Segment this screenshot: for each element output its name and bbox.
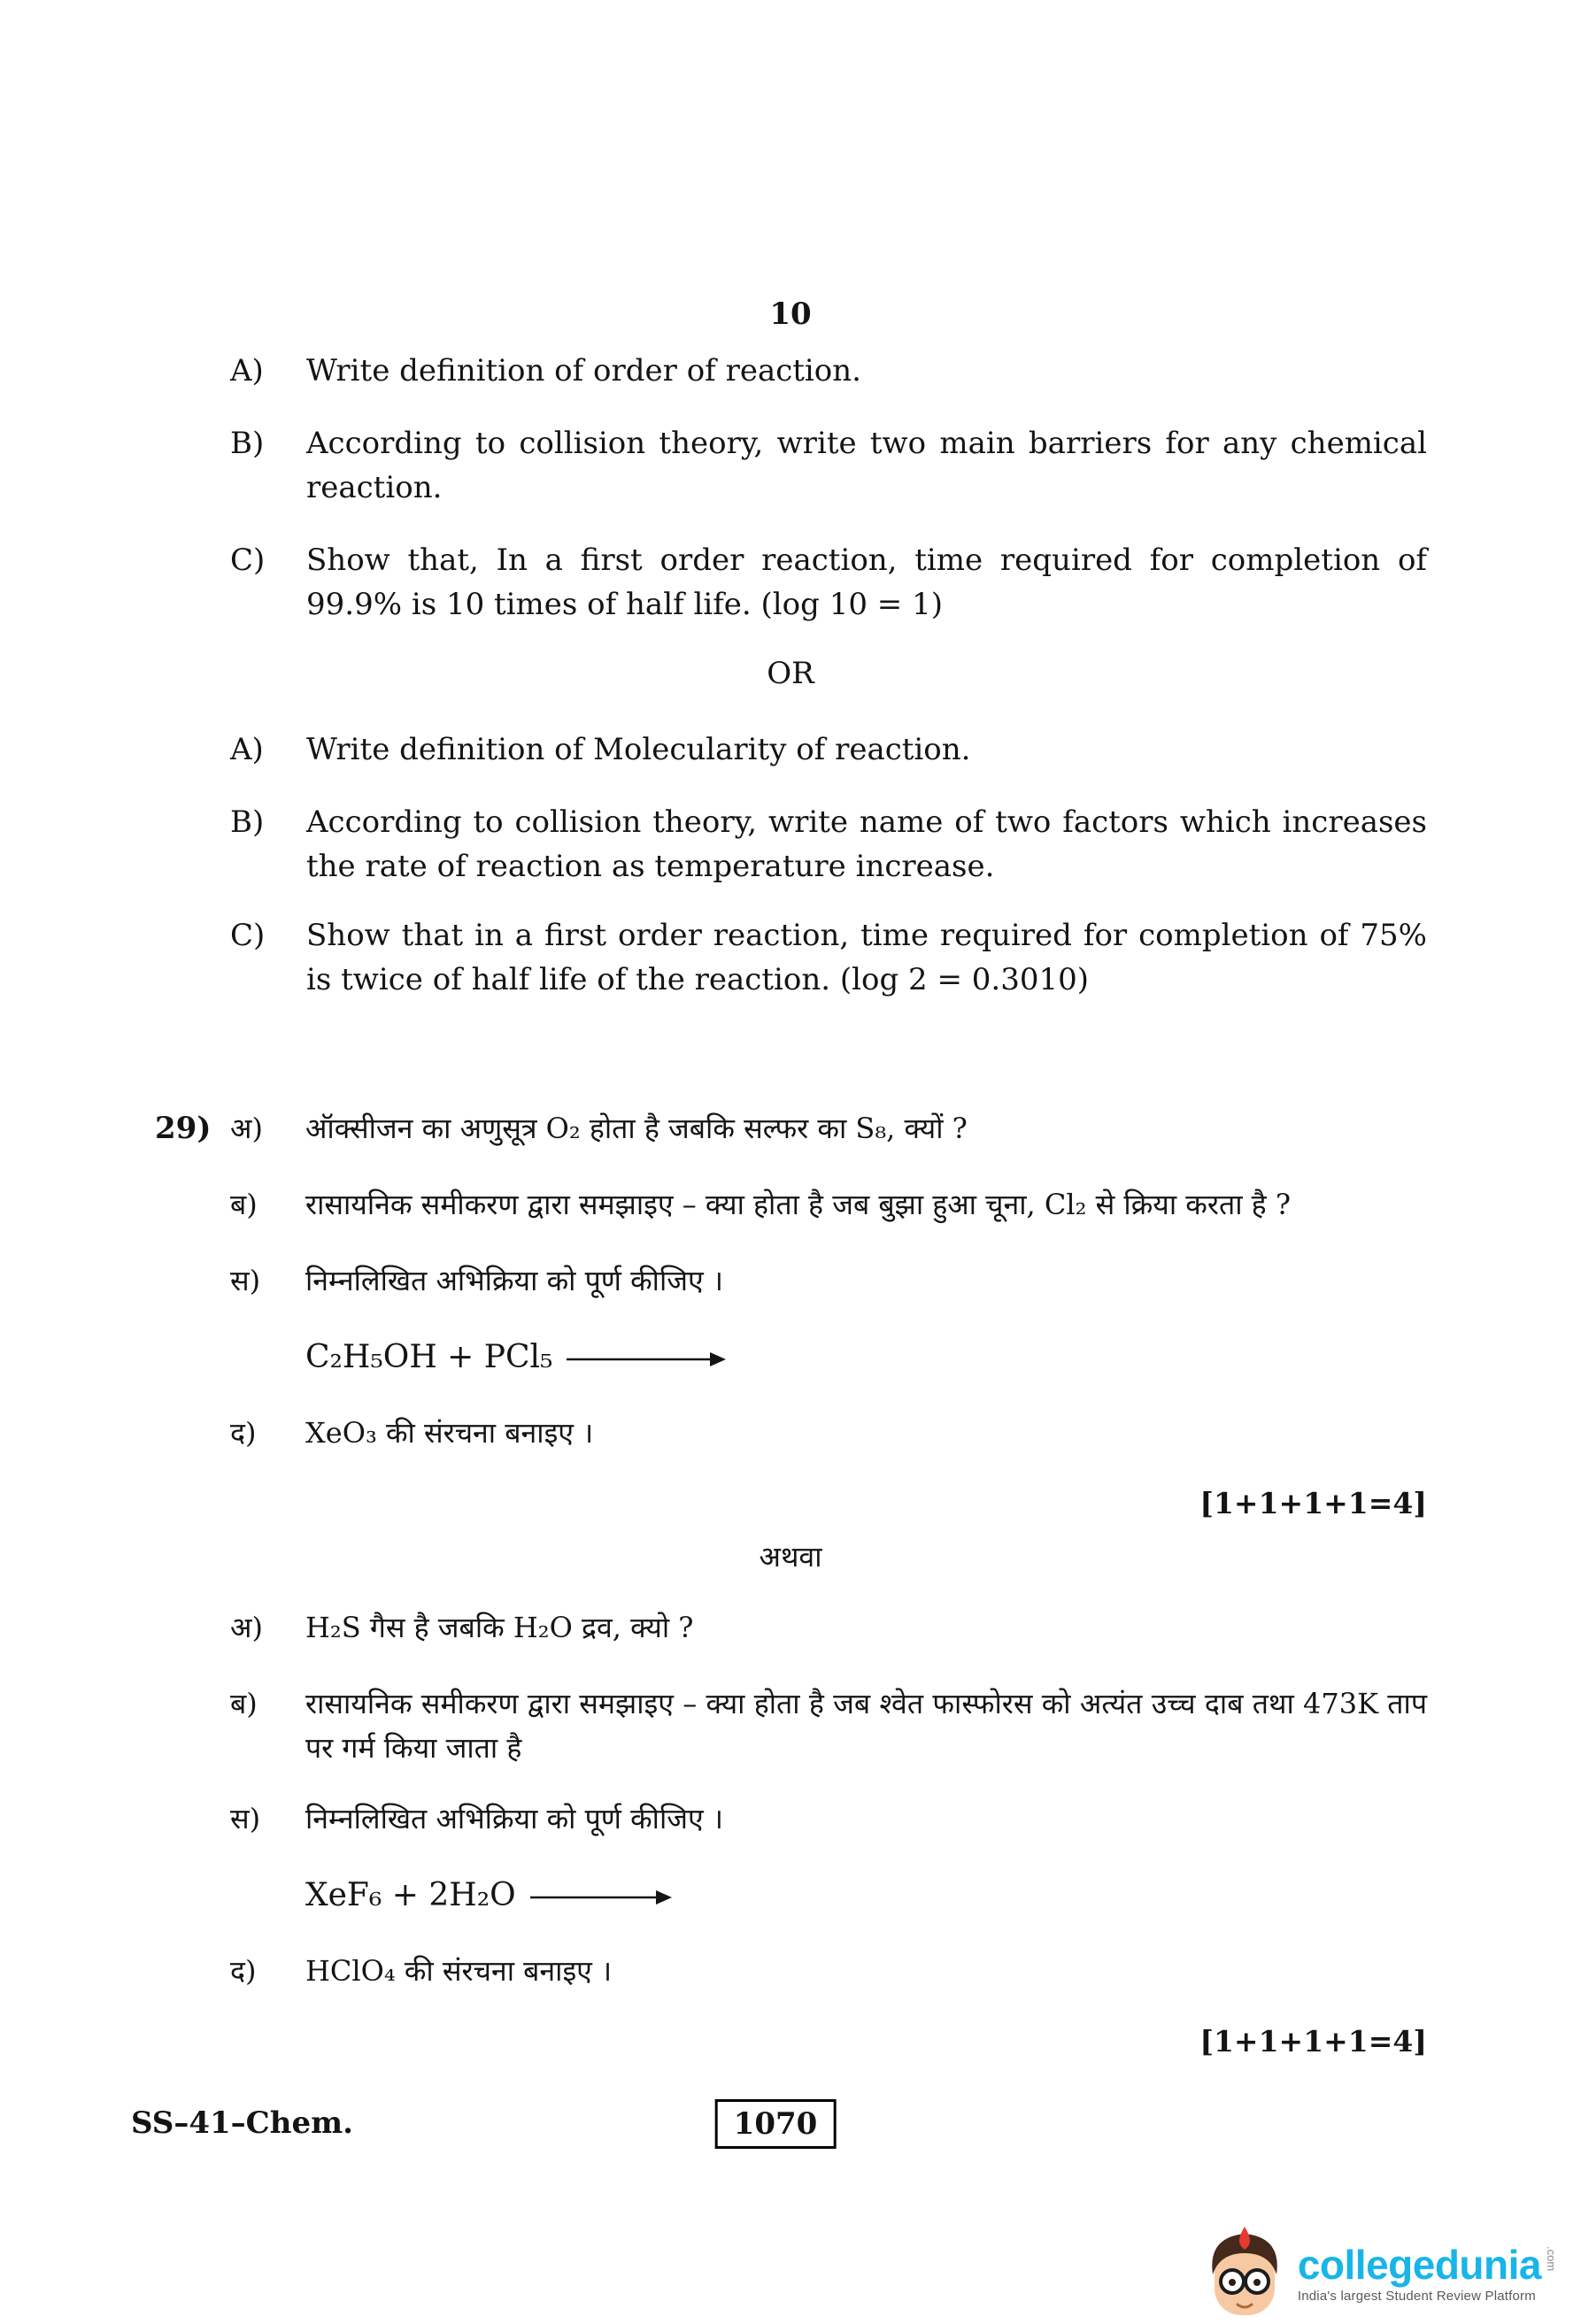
question-28-option-2 <box>0 727 1581 1002</box>
item-text: निम्नलिखित अभिक्रिया को पूर्ण कीजिए । <box>305 1802 723 1835</box>
question-number: 29) <box>155 1111 212 1146</box>
equation-text: C₂H₅OH + PCl₅ <box>305 1339 553 1375</box>
question-number-spacer <box>155 1681 230 1770</box>
question-number-spacer <box>155 1949 230 1993</box>
item-text: Show that, In a first order reaction, time required for completion of 99.9% is 10 times of half life. (log 10 = 1) <box>306 543 1427 622</box>
collegedunia-mascot-icon <box>1204 2227 1285 2319</box>
item-label: अ) <box>230 1611 263 1644</box>
item-label: द) <box>230 1416 257 1450</box>
logo-tagline: India's largest Student Review Platform <box>1297 2288 1536 2304</box>
item-label: B) <box>230 804 265 840</box>
question-29-option-2 <box>0 1605 1581 2064</box>
question-number-spacer <box>155 1797 230 1841</box>
question-item <box>230 800 1427 889</box>
chemical-equation <box>305 1335 1427 1381</box>
question-item <box>230 349 1427 393</box>
item-text: Write definition of order of reaction. <box>306 353 861 389</box>
page-number: 10 <box>769 296 812 332</box>
page-footer <box>0 2099 1581 2152</box>
chemical-equation <box>305 1873 1427 1919</box>
item-label: अ) <box>230 1112 263 1145</box>
logo-text <box>1298 2243 1558 2304</box>
question-item <box>230 421 1427 510</box>
item-label: A) <box>230 732 264 767</box>
logo-tld: .com <box>1545 2245 1558 2271</box>
item-text: According to collision theory, write name of two factors which increases the rate of reaction as temperature increase. <box>306 804 1427 884</box>
item-label: स) <box>230 1264 261 1297</box>
equation-text: XeF₆ + 2H₂O <box>305 1877 516 1913</box>
marks-badge: [1+1+1+1=4] <box>1199 1486 1427 1520</box>
item-text: XeO₃ की संरचना बनाइए । <box>305 1416 594 1450</box>
question-28-option-1 <box>0 349 1581 627</box>
logo-brand-name: collegedunia <box>1297 2241 1541 2288</box>
item-text: रासायनिक समीकरण द्वारा समझाइए – क्या होता है जब श्वेत फास्फोरस को अत्यंत उच्च दाब तथा 473K ताप पर गर्म किया जाता है <box>305 1687 1427 1765</box>
question-item <box>230 727 1427 772</box>
question-item <box>155 1411 1427 1455</box>
or-separator: OR <box>767 656 814 691</box>
question-number-spacer <box>155 1605 230 1650</box>
question-item <box>155 1106 1427 1150</box>
question-item <box>155 1949 1427 1993</box>
watermark-logo <box>1204 2227 1558 2319</box>
question-item <box>155 1258 1427 1303</box>
item-text: According to collision theory, write two main barriers for any chemical reaction. <box>306 426 1427 505</box>
item-label: स) <box>230 1802 261 1835</box>
question-number-spacer <box>155 1411 230 1455</box>
item-label: B) <box>230 426 265 461</box>
item-label: ब) <box>230 1687 258 1720</box>
item-text: H₂S गैस है जबकि H₂O द्रव, क्यो ? <box>305 1611 694 1644</box>
question-number-spacer <box>155 1182 230 1227</box>
item-text: Show that in a first order reaction, time required for completion of 75% is twice of half life of the reaction. (log 2 = 0.3010) <box>306 918 1427 997</box>
paper-code: SS–41–Chem. <box>131 2105 353 2141</box>
question-item <box>155 1681 1427 1770</box>
reaction-arrow-icon <box>567 1350 726 1369</box>
page-code-box: 1070 <box>715 2099 837 2149</box>
item-label: द) <box>230 1954 257 1988</box>
item-label: ब) <box>230 1188 258 1221</box>
item-text: Write definition of Molecularity of reaction. <box>306 732 971 767</box>
question-number-spacer <box>155 1258 230 1303</box>
or-separator-hindi: अथवा <box>759 1540 822 1574</box>
marks-badge: [1+1+1+1=4] <box>1199 2024 1427 2059</box>
item-label: C) <box>230 543 266 578</box>
item-text: रासायनिक समीकरण द्वारा समझाइए – क्या होता है जब बुझा हुआ चूना, Cl₂ से क्रिया करता है ? <box>305 1188 1291 1221</box>
question-item <box>230 538 1427 627</box>
reaction-arrow-icon <box>530 1888 672 1907</box>
item-label: A) <box>230 353 264 389</box>
question-item <box>155 1182 1427 1227</box>
question-29-option-1 <box>0 1106 1581 1526</box>
item-text: निम्नलिखित अभिक्रिया को पूर्ण कीजिए । <box>305 1264 723 1297</box>
question-item <box>230 913 1427 1002</box>
question-item <box>155 1797 1427 1841</box>
item-text: ऑक्सीजन का अणुसूत्र O₂ होता है जबकि सल्फर का S₈, क्यों ? <box>305 1112 968 1145</box>
item-text: HClO₄ की संरचना बनाइए । <box>305 1954 613 1988</box>
item-label: C) <box>230 918 266 953</box>
question-item <box>155 1605 1427 1650</box>
